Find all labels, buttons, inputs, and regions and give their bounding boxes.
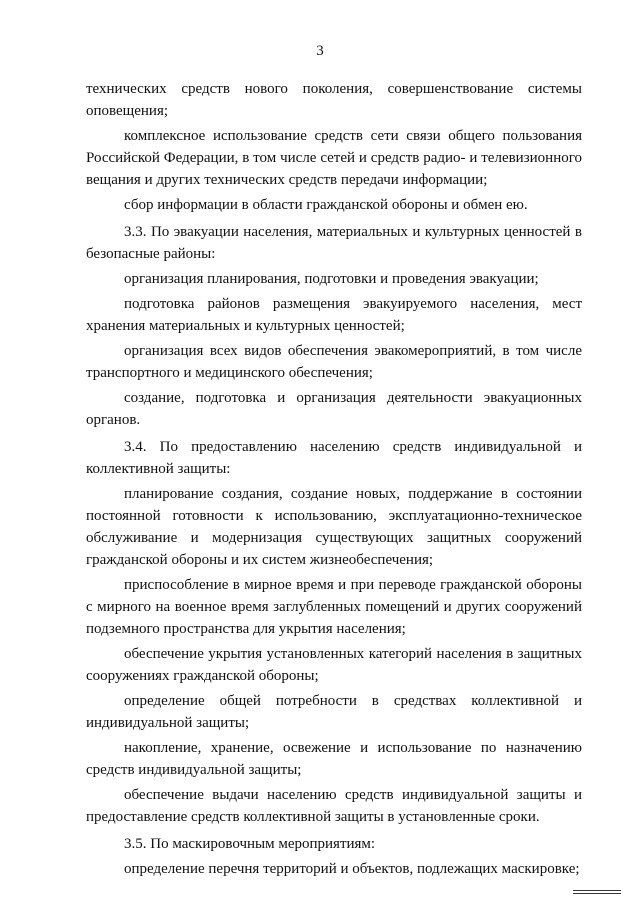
paragraph: подготовка районов размещения эвакуируемого населения, мест хранения материальных и культурных ценностей; <box>86 296 582 334</box>
paragraph: обеспечение выдачи населению средств индивидуальной защиты и предоставление средств коллективной защиты в установленные сроки. <box>86 787 582 825</box>
paragraph: определение перечня территорий и объектов, подлежащих маскировке; <box>124 861 580 877</box>
paragraph: технических средств нового поколения, совершенствование системы оповещения; <box>86 81 582 119</box>
paragraph: приспособление в мирное время и при переводе гражданской обороны с мирного на военное время заглубленных помещений и других сооружений подземного пространства для укрытия населения; <box>86 577 582 637</box>
paragraph: сбор информации в области гражданской обороны и обмен ею. <box>124 197 528 213</box>
paragraph: создание, подготовка и организация деятельности эвакуационных органов. <box>86 390 582 428</box>
page-number: 3 <box>316 43 324 59</box>
paragraph: организация всех видов обеспечения эвакомероприятий, в том числе транспортного и медицинского обеспечения; <box>86 343 582 381</box>
document-body <box>86 78 582 883</box>
section-heading: 3.5. По маскировочным мероприятиям: <box>124 836 376 852</box>
paragraph: обеспечение укрытия установленных категорий населения в защитных сооружениях гражданской обороны; <box>86 646 582 684</box>
paragraph: определение общей потребности в средствах коллективной и индивидуальной защиты; <box>86 693 582 731</box>
section-heading: 3.4. По предоставлению населению средств индивидуальной и коллективной защиты: <box>86 439 582 477</box>
footer-mark <box>573 890 621 898</box>
section-heading: 3.3. По эвакуации населения, материальных и культурных ценностей в безопасные районы: <box>86 224 582 262</box>
paragraph: планирование создания, создание новых, поддержание в состоянии постоянной готовности к использованию, эксплуатационно-техническое обслуживание и модернизация существующих защитных сооружений гражданской обороны и их систем жизнеобеспечения; <box>86 486 582 568</box>
paragraph: комплексное использование средств сети связи общего пользования Российской Федерации, в том числе сетей и средств радио- и телевизионного вещания и других технических средств передачи информации; <box>86 128 582 188</box>
paragraph: организация планирования, подготовки и проведения эвакуации; <box>124 271 539 287</box>
paragraph: накопление, хранение, освежение и использование по назначению средств индивидуальной защиты; <box>86 740 582 778</box>
